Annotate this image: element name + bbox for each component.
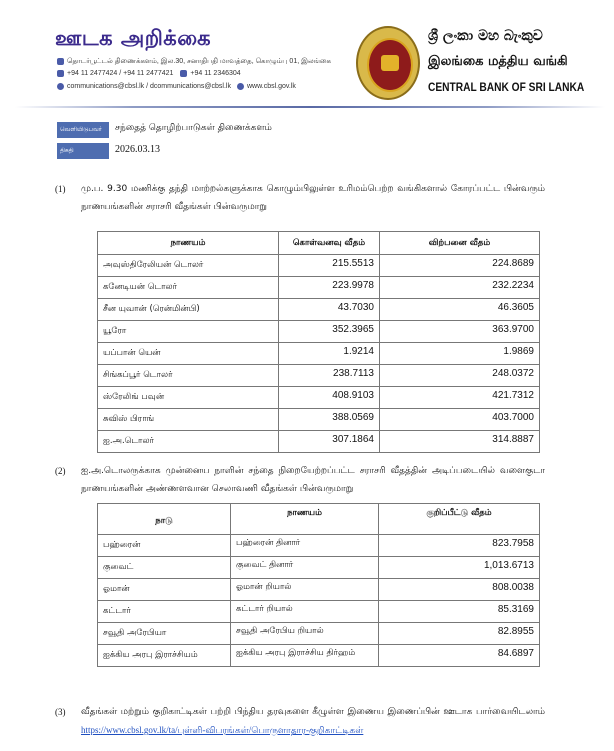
date: 2026.03.13	[115, 144, 160, 155]
col-currency: நாணயம்	[98, 232, 279, 255]
table-cell: 232.2234	[380, 277, 540, 299]
table-cell: கட்டார்	[98, 601, 231, 623]
table-cell: 408.9103	[279, 387, 380, 409]
table-cell: 224.8689	[380, 255, 540, 277]
col-buying-rate: கொள்வனவு வீதம்	[279, 232, 380, 255]
economic-indicators-link[interactable]: https://www.cbsl.gov.lk/ta/புள்ளி-விபரங்கள்/பொருளாதார-குறிகாட்டிகள்	[81, 725, 364, 735]
globe-icon	[237, 83, 244, 90]
table-row	[98, 365, 540, 387]
table-cell: 314.8887	[380, 431, 540, 453]
table-cell: 82.8955	[379, 623, 540, 645]
table-cell: 85.3169	[379, 601, 540, 623]
col-selling-rate: விற்பனை வீதம்	[380, 232, 540, 255]
table-cell: யூரோ	[98, 321, 279, 343]
at-icon	[57, 83, 64, 90]
table-row	[98, 299, 540, 321]
mail-icon	[57, 58, 64, 65]
table-cell: 363.9700	[380, 321, 540, 343]
table-row	[98, 387, 540, 409]
table-cell: ஓமான்	[98, 579, 231, 601]
table-cell: ஐ.அ.டொலர்	[98, 431, 279, 453]
table-cell: 388.0569	[279, 409, 380, 431]
table-row	[98, 409, 540, 431]
table-cell: 215.5513	[279, 255, 380, 277]
table-row	[98, 645, 540, 667]
section3-paragraph: (3) வீதங்கள் மற்றும் குறிகாட்டிகள் பற்றி பிந்திய தரவுகளை கீழுள்ள இணைய இணைப்பின் ஊடாக பார்வையிடலாம் https://www.cbsl.gov.lk/ta/புள்ளி-விபரங்கள்/பொருளாதார-குறிகாட்டிகள்	[55, 707, 545, 735]
table-cell: பஹ்ரைன்	[98, 535, 231, 557]
table-row	[98, 431, 540, 453]
bank-name-sinhala: ශ්‍රී ලංකා මහ බැංකුව	[428, 28, 543, 44]
bank-name-tamil: இலங்கை மத்திய வங்கி	[428, 54, 568, 69]
table-cell: 1.9869	[380, 343, 540, 365]
table-row	[98, 557, 540, 579]
table-cell: ஸ்ரேலிங் பவுன்	[98, 387, 279, 409]
table-cell: 84.6897	[379, 645, 540, 667]
table-row	[98, 343, 540, 365]
table-cell: 223.9978	[279, 277, 380, 299]
table-cell: குவைட் தினார்	[231, 557, 379, 579]
phone-line	[57, 70, 241, 77]
email-line	[57, 83, 296, 90]
table-header-row	[98, 504, 540, 535]
table-row	[98, 601, 540, 623]
table-cell: யப்பான் யென்	[98, 343, 279, 365]
section1-paragraph: (1) மு.ப. 9.30 மணிக்கு தந்தி மாற்றல்களுக்காக கொழும்பிலுள்ள உரிமம்பெற்ற வங்கிகளால் கோரப்பட்ட பின்வரும் நாணயங்களின் சராசரி வீதங்கள் பின்வருமாறு	[55, 184, 545, 212]
table-cell: 248.0372	[380, 365, 540, 387]
table-cell: 238.7113	[279, 365, 380, 387]
press-release-title: ஊடக அறிக்கை	[55, 26, 212, 50]
bank-name-english: CENTRAL BANK OF SRI LANKA	[428, 80, 585, 94]
website[interactable]: www.cbsl.gov.lk	[247, 83, 296, 90]
table-cell: 823.7958	[379, 535, 540, 557]
table-cell: 1,013.6713	[379, 557, 540, 579]
table-cell: சுவிஸ் பிராங்	[98, 409, 279, 431]
table-cell: சிங்கப்பூர் டொலர்	[98, 365, 279, 387]
table-cell: 808.0038	[379, 579, 540, 601]
table-row	[98, 321, 540, 343]
table-cell: ஓமான் றியால்	[231, 579, 379, 601]
table-row	[98, 579, 540, 601]
table-cell: 307.1864	[279, 431, 380, 453]
table-cell: ஐக்கிய அரபு இராச்சியம்	[98, 645, 231, 667]
fax: +94 11 2346304	[190, 70, 241, 77]
table-cell: சவூதி அரேபிய றியால்	[231, 623, 379, 645]
table-cell: பஹ்ரைன் தினார்	[231, 535, 379, 557]
date-label: திகதி	[57, 143, 109, 159]
table-cell: கட்டார் றியால்	[231, 601, 379, 623]
phones: +94 11 2477424 / +94 11 2477421	[67, 70, 174, 77]
col-country: நாடு	[98, 504, 231, 535]
table-cell: 43.7030	[279, 299, 380, 321]
table-row	[98, 535, 540, 557]
table-row	[98, 623, 540, 645]
table-row	[98, 277, 540, 299]
header-divider	[15, 106, 605, 108]
table-cell: கனேடியன் டொலர்	[98, 277, 279, 299]
table-cell: 352.3965	[279, 321, 380, 343]
col-indicative-rate: குறிப்பீட்டு வீதம்	[379, 504, 540, 535]
lion-emblem-icon	[381, 55, 399, 71]
table-cell: சீன யுவான் (ரென்மின்பி)	[98, 299, 279, 321]
address-line	[57, 57, 331, 66]
table-cell: அவுஸ்திரேலியன் டொலர்	[98, 255, 279, 277]
issued-by: சந்தைத் தொழிற்பாடுகள் திணைக்களம்	[115, 123, 272, 133]
table-cell: 46.3605	[380, 299, 540, 321]
table-cell: 403.7000	[380, 409, 540, 431]
table-cell: ஐக்கிய அரபு இராச்சிய திர்ஹம்	[231, 645, 379, 667]
table-row	[98, 255, 540, 277]
table-cell: 421.7312	[380, 387, 540, 409]
section2-paragraph: (2) ஐ.அ.டொலருக்காக முன்னைய நாளின் சந்தை நிறையேற்றப்பட்ட சராசரி வீதத்தின் அடிப்படையில் வளைகுடா நாணயங்களின் அண்ணளவான செலாவணி வீதங்கள் பின்வருமாறு	[55, 466, 545, 494]
issued-by-label: வெளியிடுபவர்	[57, 122, 109, 138]
address: தொடர்பூட்டல் திணைக்களம், இல.30, சனாதிபதி மாவத்தை, கொழும்பு 01, இலங்கை	[67, 58, 331, 65]
fax-icon	[180, 70, 187, 77]
emails[interactable]: communications@cbsl.lk / dcommunications@cbsl.lk	[67, 83, 231, 90]
exchange-rates-table	[97, 231, 540, 453]
gulf-currency-rates-table	[97, 503, 540, 667]
table-header-row	[98, 232, 540, 255]
col-currency: நாணயம்	[231, 504, 379, 535]
table-cell: குவைட்	[98, 557, 231, 579]
table-cell: சவூதி அரேபியா	[98, 623, 231, 645]
cbsl-seal-logo	[356, 26, 420, 100]
table-cell: 1.9214	[279, 343, 380, 365]
phone-icon	[57, 70, 64, 77]
